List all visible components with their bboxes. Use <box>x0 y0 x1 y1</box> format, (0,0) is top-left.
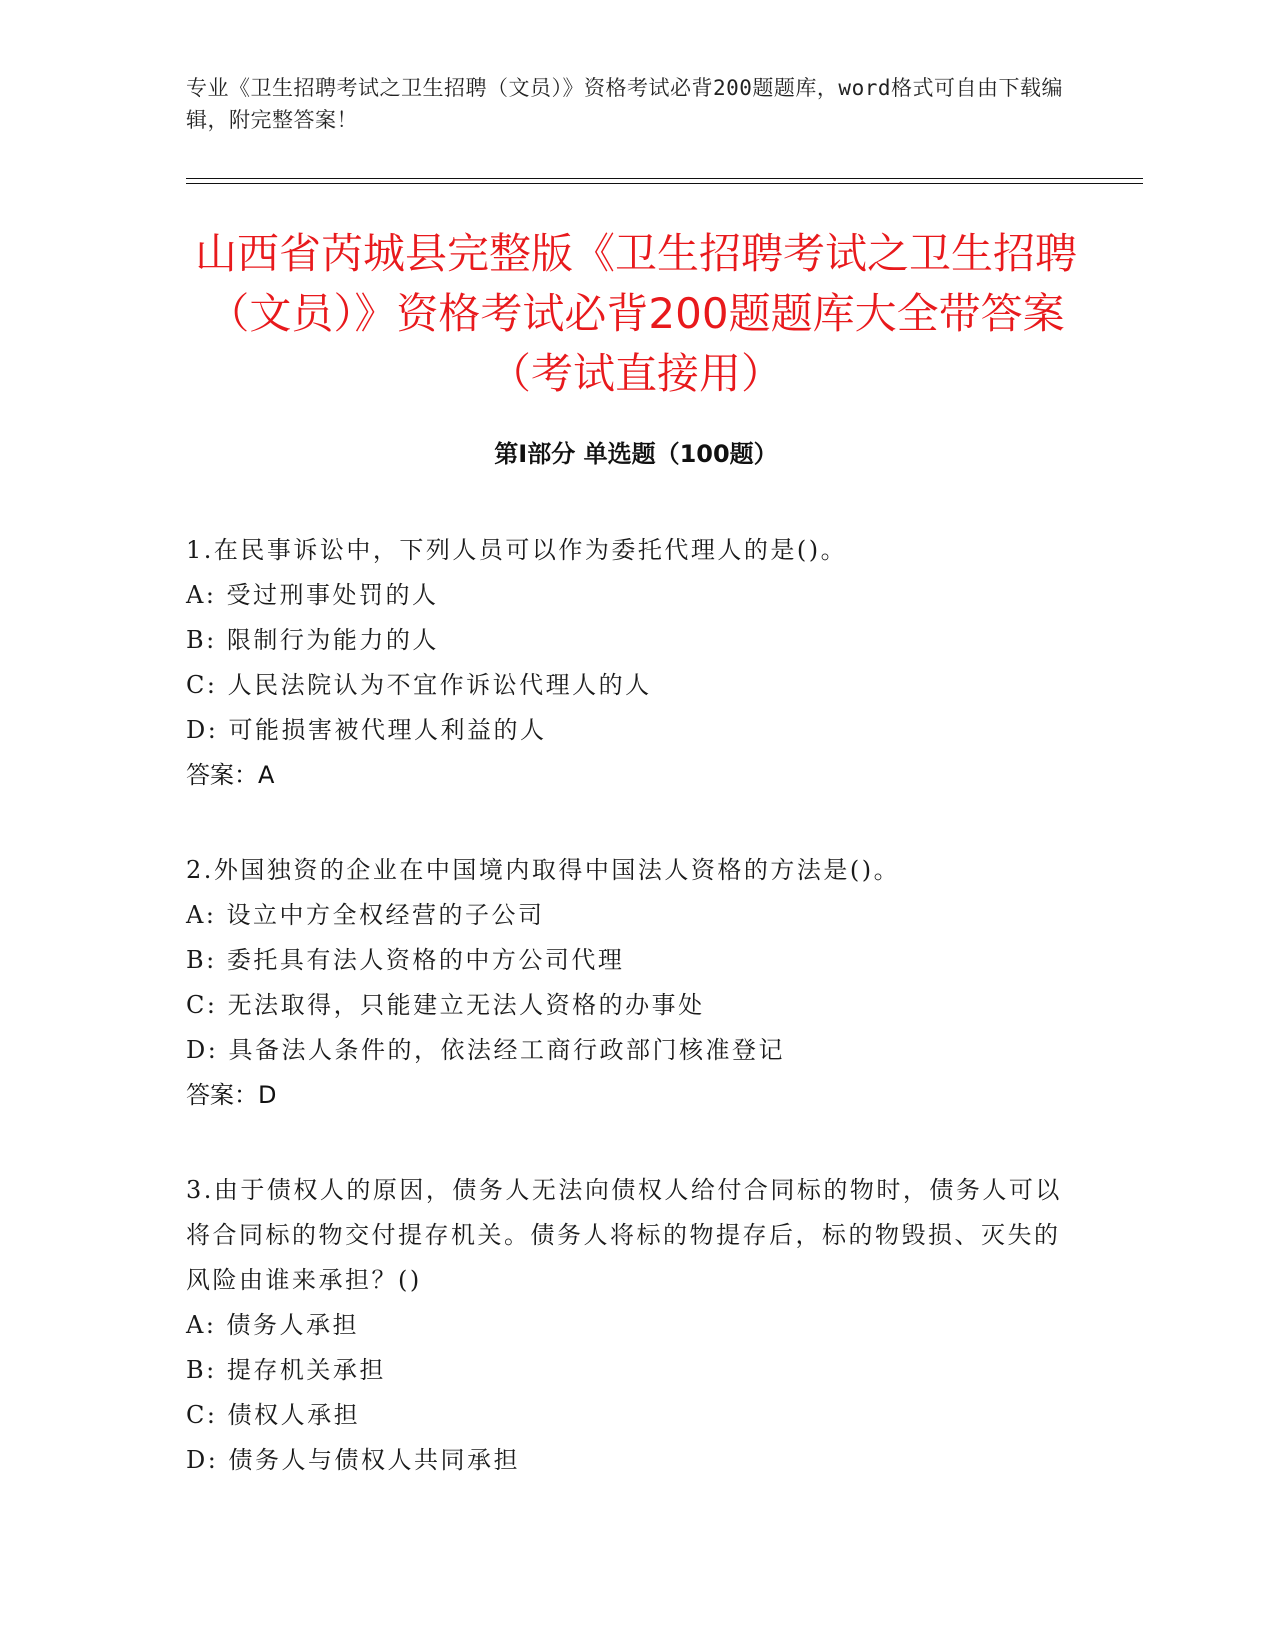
question-1 <box>186 528 1066 798</box>
option-c: C: 无法取得，只能建立无法人资格的办事处 <box>186 991 705 1019</box>
header-rule-bottom <box>186 183 1143 184</box>
question-list <box>186 528 1066 1533</box>
answer: 答案：D <box>186 1081 277 1109</box>
option-a: A: 债务人承担 <box>186 1311 360 1339</box>
option-a: A: 设立中方全权经营的子公司 <box>186 901 545 929</box>
option-b: B: 限制行为能力的人 <box>186 626 439 654</box>
option-d: D: 可能损害被代理人利益的人 <box>186 716 547 744</box>
question-2 <box>186 848 1066 1118</box>
option-a: A: 受过刑事处罚的人 <box>186 581 439 609</box>
option-c: C: 人民法院认为不宜作诉讼代理人的人 <box>186 671 652 699</box>
question-stem: 3.由于债权人的原因，债务人无法向债权人给付合同标的物时，债务人可以将合同标的物交付提存机关。债务人将标的物提存后，标的物毁损、灭失的风险由谁来承担？() <box>186 1176 1062 1294</box>
option-b: B: 提存机关承担 <box>186 1356 386 1384</box>
option-d: D: 债务人与债权人共同承担 <box>186 1446 520 1474</box>
option-c: C: 债权人承担 <box>186 1401 361 1429</box>
option-d: D: 具备法人条件的，依法经工商行政部门核准登记 <box>186 1036 785 1064</box>
question-3 <box>186 1168 1066 1483</box>
document-title: 山西省芮城县完整版《卫生招聘考试之卫生招聘（文员）》资格考试必背200题题库大全带答案（考试直接用） <box>194 229 1077 398</box>
question-stem: 1.在民事诉讼中，下列人员可以作为委托代理人的是()。 <box>186 536 848 564</box>
option-b: B: 委托具有法人资格的中方公司代理 <box>186 946 625 974</box>
header-rule-top <box>186 178 1143 179</box>
header-note: 专业《卫生招聘考试之卫生招聘（文员）》资格考试必背200题题库，word格式可自由下载编辑，附完整答案！ <box>186 76 1063 132</box>
section-title: 第I部分 单选题（100题） <box>494 440 778 468</box>
question-stem: 2.外国独资的企业在中国境内取得中国法人资格的方法是()。 <box>186 856 901 884</box>
answer: 答案：A <box>186 761 275 789</box>
